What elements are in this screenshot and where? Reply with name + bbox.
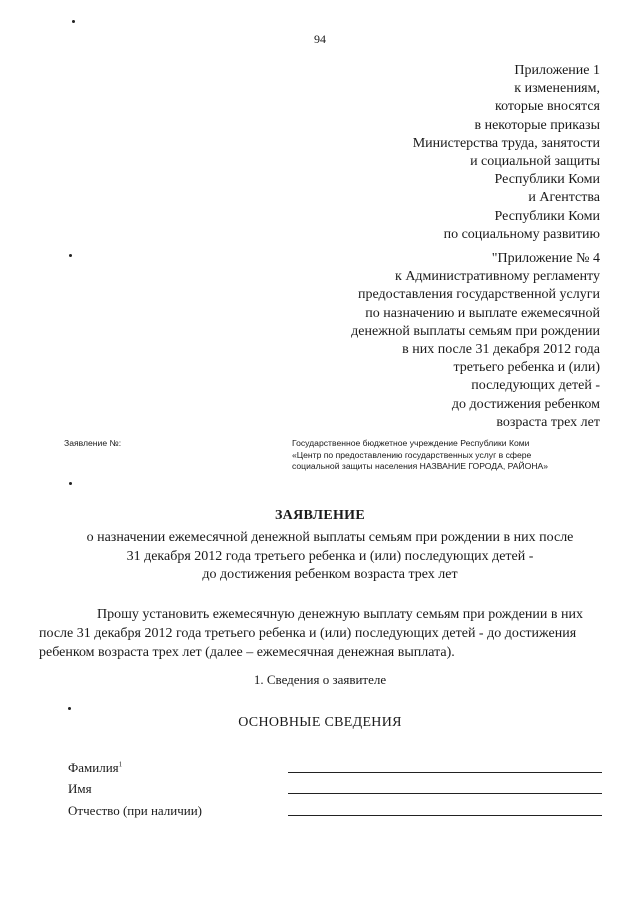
first-name-field[interactable] (288, 793, 602, 794)
appendix-4-line: до достижения ребенком (451, 396, 600, 412)
appendix-1-line: к изменениям, (514, 81, 600, 97)
application-number-label: Заявление №: (64, 438, 122, 448)
appendix-4-line: денежной выплаты семьям при рождении (351, 323, 600, 339)
appendix-4-line: предоставления государственной услуги (358, 287, 600, 303)
appendix-1-line: Республики Коми (494, 172, 600, 188)
scan-speck (69, 254, 72, 257)
main-info-heading: ОСНОВНЫЕ СВЕДЕНИЯ (238, 715, 402, 730)
institution-line: Государственное бюджетное учреждение Республики Коми (292, 438, 530, 448)
page-number: 94 (314, 32, 326, 46)
scan-speck (69, 482, 72, 485)
institution-block (292, 438, 548, 473)
section-title: 1. Сведения о заявителе (253, 672, 387, 687)
appendix-1-line: Министерства труда, занятости (412, 135, 600, 151)
appendix-4-block (351, 250, 600, 432)
document-title: ЗАЯВЛЕНИЕ (274, 508, 365, 523)
subtitle-line: до достижения ребенком возраста трех лет (202, 567, 458, 582)
document-subtitle (40, 529, 620, 585)
surname-field[interactable] (288, 772, 602, 773)
appendix-1-line: Республики Коми (494, 208, 600, 224)
first-name-label: Имя (68, 781, 92, 796)
patronymic-field[interactable] (288, 815, 602, 816)
surname-label (68, 760, 122, 776)
institution-line: «Центр по предоставлению государственных услуг в сфере (292, 449, 532, 460)
footnote-marker: 1 (118, 760, 123, 769)
request-line: после 31 декабря 2012 года третьего ребенка и (или) последующих детей - до достижения (39, 626, 577, 641)
patronymic-label: Отчество (при наличии) (68, 803, 203, 818)
scan-speck (72, 20, 75, 23)
appendix-4-line: "Приложение № 4 (491, 251, 600, 266)
appendix-1-block (413, 62, 600, 244)
subtitle-line: 31 декабря 2012 года третьего ребенка и (или) последующих детей - (126, 548, 534, 564)
appendix-1-line: по социальному развитию (443, 226, 600, 242)
request-line: Прошу установить ежемесячную денежную выплату семьям при рождении в них (97, 607, 583, 622)
appendix-4-line: по назначению и выплате ежемесячной (365, 305, 600, 321)
scan-speck (68, 707, 71, 710)
appendix-1-line: и социальной защиты (470, 154, 600, 170)
appendix-1-line: в некоторые приказы (474, 117, 600, 133)
request-paragraph (39, 605, 603, 662)
request-line: ребенком возраста трех лет (далее – ежемесячная денежная выплата). (39, 645, 455, 660)
appendix-1-line: и Агентства (528, 190, 600, 206)
subtitle-line: о назначении ежемесячной денежной выплаты семьям при рождении в них после (86, 530, 574, 545)
appendix-1-line: которые вносятся (494, 99, 600, 115)
surname-text: Фамилия (68, 760, 119, 775)
appendix-4-line: последующих детей - (471, 378, 600, 394)
appendix-4-line: возраста трех лет (496, 414, 600, 430)
appendix-4-line: к Административному регламенту (395, 269, 600, 285)
institution-line: социальной защиты населения НАЗВАНИЕ ГОРОДА, РАЙОНА» (292, 461, 549, 471)
appendix-1-line: Приложение 1 (514, 63, 600, 78)
appendix-4-line: в них после 31 декабря 2012 года (402, 342, 600, 358)
appendix-4-line: третьего ребенка и (или) (453, 360, 600, 376)
